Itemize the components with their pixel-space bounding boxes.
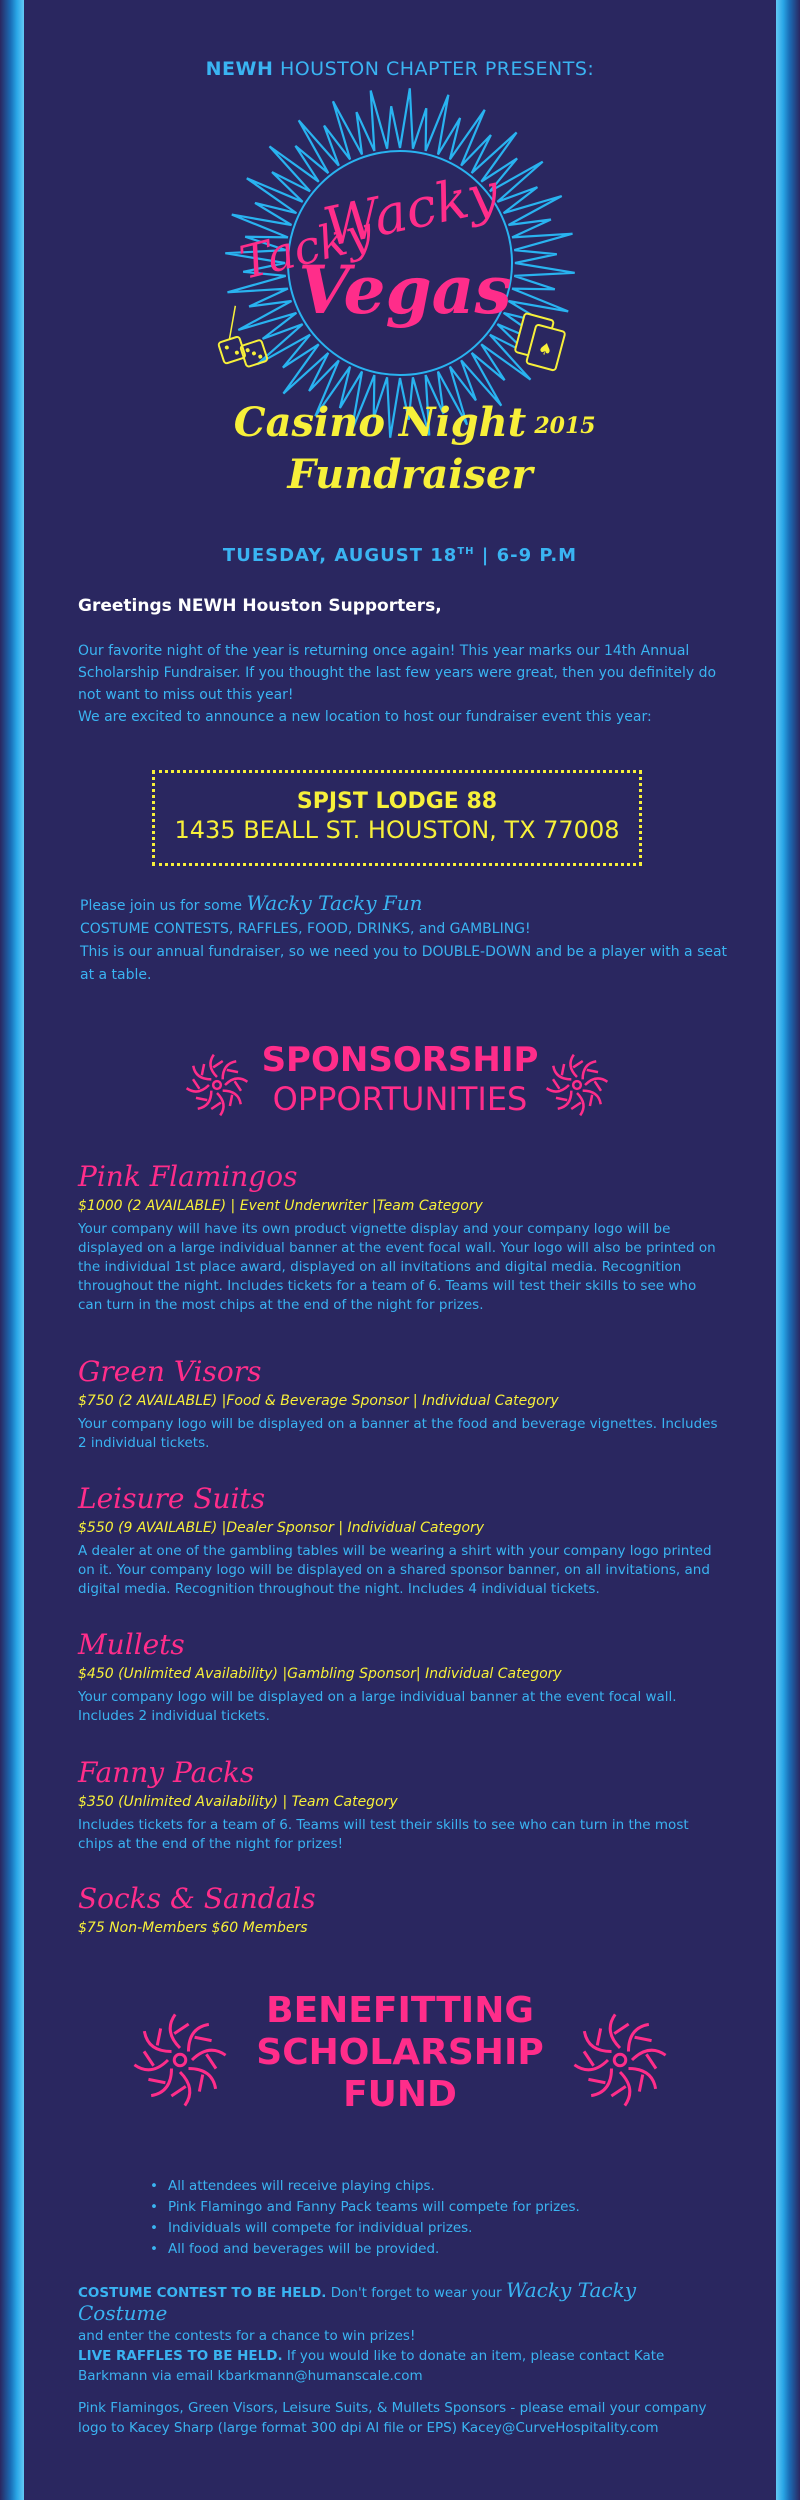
tier-description: Includes tickets for a team of 6. Teams will test their skills to see who can turn in the most chips at the end of the night for prizes!	[78, 1817, 689, 1852]
tier-pink-flamingos	[78, 1160, 723, 1315]
event-time: | 6-9 P.M	[474, 545, 578, 566]
benefit-line-3: FUND	[343, 2074, 457, 2115]
benefit-bullet-list	[150, 2176, 710, 2260]
tier-price: $750 (2 AVAILABLE) |Food & Beverage Sponsor | Individual Category	[78, 1393, 559, 1409]
dice-icon	[209, 301, 268, 373]
presents-header	[0, 58, 800, 80]
benefit-line-1: BENEFITTING	[266, 1990, 534, 2031]
tier-description: A dealer at one of the gambling tables will be wearing a shirt with your company logo printed on it. Your company logo will be displayed on a shared sponsor banner, on all invitations, and digital media. Recognition throughout the night. Includes 4 individual tickets.	[78, 1543, 712, 1597]
join-line-2: COSTUME CONTESTS, RAFFLES, FOOD, DRINKS, and GAMBLING!	[80, 921, 531, 937]
tier-mullets	[78, 1628, 723, 1726]
tier-description: Your company logo will be displayed on a large individual banner at the event focal wall. Includes 2 individual tickets.	[78, 1689, 677, 1724]
logo-vegas: Vegas	[298, 251, 512, 329]
greeting: Greetings NEWH Houston Supporters,	[78, 596, 442, 616]
join-script: Wacky Tacky Fun	[246, 891, 423, 915]
tier-title: Fanny Packs	[78, 1756, 255, 1789]
right-neon-border	[776, 0, 800, 2500]
costume-script: Wacky Tacky Costume	[78, 2278, 637, 2325]
tier-title: Leisure Suits	[78, 1482, 266, 1515]
tier-socks-sandals	[78, 1882, 723, 1936]
svg-text:♠: ♠	[535, 337, 555, 361]
logo-tacky: Tacky	[234, 205, 378, 290]
venue-box	[152, 770, 642, 866]
sponsor-logo-instructions: Pink Flamingos, Green Visors, Leisure Suits, & Mullets Sponsors - please email your company logo to Kacey Sharp (large format 300 dpi AI file or EPS) Kacey@CurveHospitality.com	[78, 2400, 707, 2436]
tier-leisure-suits	[78, 1482, 723, 1599]
logo-wacky: Wacky	[318, 160, 505, 260]
org-name: NEWH	[205, 58, 274, 80]
costume-heading: COSTUME CONTEST TO BE HELD.	[78, 2285, 327, 2301]
sponsorship-line-1: SPONSORSHIP	[261, 1040, 539, 1080]
sponsorship-heading	[0, 1040, 800, 1118]
intro-text	[78, 640, 723, 728]
tier-price: $75 Non-Members $60 Members	[78, 1920, 308, 1936]
costume-text: Don't forget to wear your	[326, 2285, 502, 2301]
playing-cards-icon	[513, 313, 568, 371]
presents-text: HOUSTON CHAPTER PRESENTS:	[279, 58, 595, 80]
tier-price: $450 (Unlimited Availability) |Gambling Sponsor| Individual Category	[78, 1666, 562, 1682]
event-logo	[160, 88, 640, 528]
tier-title: Mullets	[78, 1628, 185, 1661]
tier-description: Your company will have its own product vignette display and your company logo will be displayed on a large individual banner at the event focal wall. Your logo will also be printed on the individual 1st place award, displayed on all invitations and digital media. Recognition throughout the night. Includes tickets for a team of 6. Teams will test their skills to see who can turn in the most chips at the end of the night for prizes.	[78, 1221, 716, 1313]
list-item: • Pink Flamingo and Fanny Pack teams will compete for prizes.	[150, 2197, 710, 2218]
costume-tail: and enter the contests for a chance to win prizes!	[78, 2328, 416, 2344]
tier-description: Your company logo will be displayed on a banner at the food and beverage vignettes. Includes 2 individual tickets.	[78, 1416, 718, 1451]
tier-title: Socks & Sandals	[78, 1882, 316, 1915]
event-date	[0, 545, 800, 566]
list-item: • All food and beverages will be provided.	[150, 2239, 710, 2260]
logo-year: 2015	[534, 413, 596, 439]
benefit-line-2: SCHOLARSHIP	[256, 2032, 544, 2073]
left-neon-border	[0, 0, 24, 2500]
logo-fundraiser: Fundraiser	[287, 451, 533, 498]
join-lead: Please join us for some	[80, 898, 242, 914]
raffle-heading: LIVE RAFFLES TO BE HELD.	[78, 2348, 283, 2364]
tier-title: Green Visors	[78, 1355, 262, 1388]
intro-paragraph: Our favorite night of the year is returning once again! This year marks our 14th Annual Scholarship Fundraiser. If you thought the last few years were great, then you definitely do not want to miss out this year!	[78, 643, 717, 703]
intro-paragraph: We are excited to announce a new location to host our fundraiser event this year:	[78, 709, 652, 725]
tier-price: $550 (9 AVAILABLE) |Dealer Sponsor | Individual Category	[78, 1520, 485, 1536]
tier-price: $1000 (2 AVAILABLE) | Event Underwriter |Team Category	[78, 1198, 483, 1214]
venue-address: 1435 BEALL ST. HOUSTON, TX 77008	[174, 816, 620, 844]
raffle-text: If you would like to donate an item, please contact Kate Barkmann via email kbarkmann@humanscale.com	[78, 2348, 665, 2384]
tier-title: Pink Flamingos	[78, 1160, 298, 1193]
tier-price: $350 (Unlimited Availability) | Team Category	[78, 1794, 398, 1810]
venue-name: SPJST LODGE 88	[296, 789, 498, 814]
join-line-3: This is our annual fundraiser, so we need you to DOUBLE-DOWN and be a player with a seat at a table.	[80, 944, 728, 983]
sponsorship-line-2: OPPORTUNITIES	[272, 1080, 528, 1118]
notes-section	[78, 2280, 728, 2438]
list-item: • Individuals will compete for individual prizes.	[150, 2218, 710, 2239]
event-date-suffix: TH	[457, 546, 475, 557]
list-item: • All attendees will receive playing chips.	[150, 2176, 710, 2197]
join-text	[80, 892, 730, 987]
benefitting-heading	[0, 1990, 800, 2116]
event-date-text: TUESDAY, AUGUST 18	[222, 545, 458, 566]
tier-fanny-packs	[78, 1756, 723, 1854]
tier-green-visors	[78, 1355, 723, 1453]
logo-casino-night: Casino Night	[233, 399, 527, 446]
